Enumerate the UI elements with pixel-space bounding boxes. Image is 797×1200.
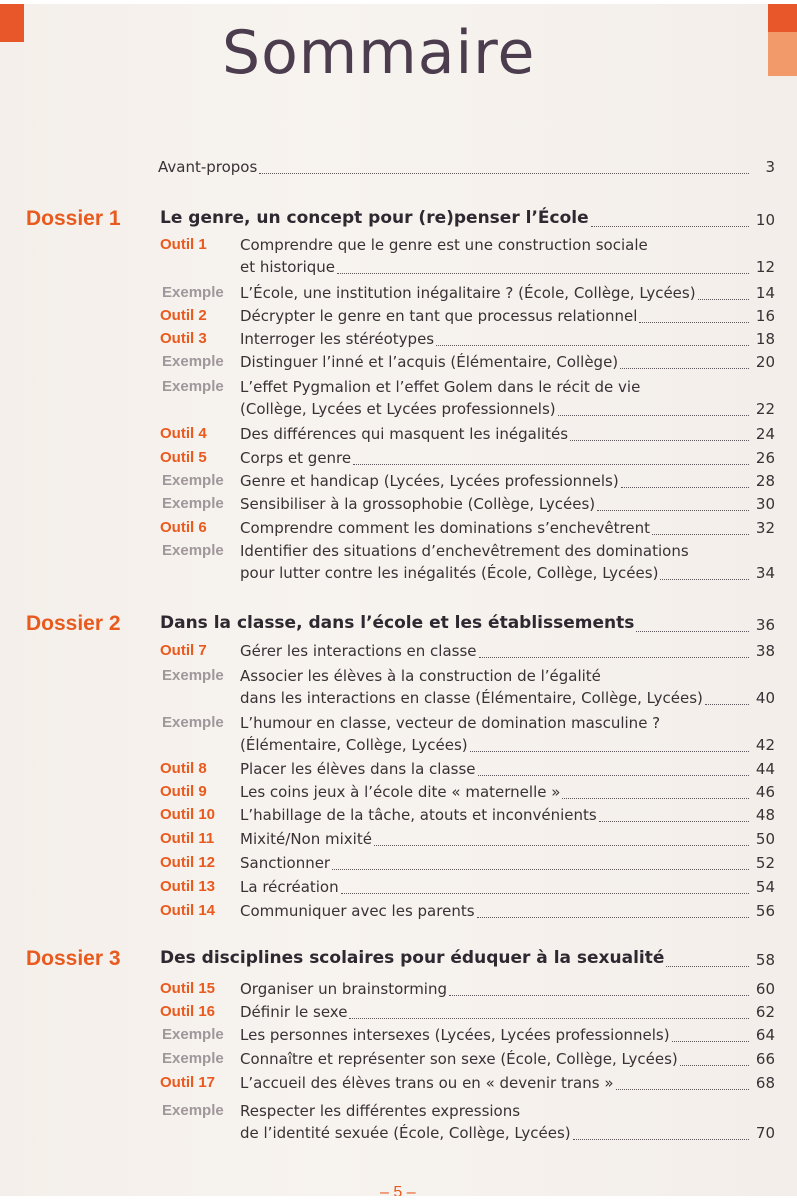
entry-title: La récréation (240, 878, 339, 896)
page-number: 54 (755, 878, 775, 896)
outil-entry (0, 642, 797, 664)
dossier-label: Dossier 1 (26, 207, 121, 230)
entry-line (0, 449, 797, 471)
outil-entry (0, 425, 797, 447)
entry-title: L’humour en classe, vecteur de domination masculine ? (240, 714, 661, 732)
entry-line (0, 1102, 797, 1124)
entry-title: L’effet Pygmalion et l’effet Golem dans le récit de vie (240, 378, 641, 396)
dot-leader (672, 1041, 749, 1042)
page-number: 50 (755, 830, 775, 848)
entry-title: Mixité/Non mixité (240, 830, 372, 848)
entry-line (0, 760, 797, 782)
entry-title: Sensibiliser à la grossophobie (Collège, Lycées) (240, 495, 596, 513)
dot-leader (639, 322, 749, 323)
page-number: 62 (755, 1003, 775, 1021)
exemple-entry (0, 353, 797, 375)
page-number: 58 (755, 951, 775, 969)
outil-label: Outil 4 (160, 425, 207, 442)
entry-title: Dans la classe, dans l’école et les établissements (160, 613, 635, 633)
entry-line (0, 236, 797, 258)
outil-entry (0, 878, 797, 900)
outil-label: Outil 3 (160, 330, 207, 347)
entry-title: Avant-propos (158, 158, 258, 176)
entry-line (0, 330, 797, 352)
exemple-entry (0, 472, 797, 494)
entry-title: Gérer les interactions en classe (240, 642, 477, 660)
dot-leader (636, 631, 749, 632)
dot-leader (436, 345, 749, 346)
outil-label: Outil 9 (160, 783, 207, 800)
entry-line (0, 878, 797, 900)
page-number: 24 (755, 425, 775, 443)
entry-line (0, 400, 797, 422)
dot-leader (570, 440, 749, 441)
entry-line (0, 425, 797, 447)
outil-label: Outil 17 (160, 1074, 216, 1091)
outil-entry (0, 783, 797, 805)
entry-line (0, 783, 797, 805)
page-number: 12 (755, 258, 775, 276)
entry-title: L’École, une institution inégalitaire ? (École, Collège, Lycées) (240, 284, 696, 302)
outil-entry (0, 830, 797, 852)
entry-line (0, 980, 797, 1002)
entry-line (0, 378, 797, 400)
page-number: 30 (755, 495, 775, 513)
dossier-entry (0, 612, 797, 641)
page-number: 14 (755, 284, 775, 302)
dot-leader (680, 1065, 749, 1066)
outil-entry (0, 854, 797, 876)
dot-leader (616, 1089, 750, 1090)
exemple-label: Exemple (162, 1050, 224, 1067)
entry-line (0, 689, 797, 711)
entry-title: pour lutter contre les inégalités (École, Collège, Lycées) (240, 564, 659, 582)
entry-title: Comprendre comment les dominations s’enchevêtrent (240, 519, 650, 537)
entry-line (0, 307, 797, 329)
entry-line (0, 854, 797, 876)
outil-entry (0, 330, 797, 352)
outil-entry (0, 519, 797, 541)
entry-title: Corps et genre (240, 449, 352, 467)
exemple-entry (0, 1026, 797, 1048)
exemple-label: Exemple (162, 472, 224, 489)
entry-title: dans les interactions en classe (Élémentaire, Collège, Lycées) (240, 689, 703, 707)
page-number: 42 (755, 736, 775, 754)
page-number: 70 (755, 1124, 775, 1142)
entry-title: Les personnes intersexes (Lycées, Lycées professionnels) (240, 1026, 670, 1044)
entry-title: Interroger les stéréotypes (240, 330, 435, 348)
outil-label: Outil 6 (160, 519, 207, 536)
dot-leader (705, 704, 749, 705)
dot-leader (652, 534, 749, 535)
entry-line (0, 902, 797, 924)
entry-line (0, 714, 797, 736)
exemple-entry (0, 284, 797, 306)
entry-line (0, 353, 797, 375)
exemple-label: Exemple (162, 667, 224, 684)
book-page (0, 4, 797, 1196)
entry-line (0, 806, 797, 828)
page-number: 38 (755, 642, 775, 660)
page-number: 46 (755, 783, 775, 801)
exemple-entry (0, 714, 797, 758)
entry-line (0, 472, 797, 494)
entry-title: Sanctionner (240, 854, 331, 872)
exemple-entry (0, 1102, 797, 1146)
dot-leader (337, 273, 749, 274)
dot-leader (660, 579, 749, 580)
exemple-label: Exemple (162, 378, 224, 395)
dossier-entry (0, 207, 797, 236)
page-number-footer: – 5 – (380, 1184, 416, 1196)
entry-title: Distinguer l’inné et l’acquis (Élémentaire, Collège) (240, 353, 619, 371)
dot-leader (558, 415, 749, 416)
exemple-label: Exemple (162, 1102, 224, 1119)
page-title: Sommaire (222, 18, 536, 88)
outil-entry (0, 1074, 797, 1096)
exemple-entry (0, 495, 797, 517)
page-number: 48 (755, 806, 775, 824)
dot-leader (349, 1018, 749, 1019)
dot-leader (597, 510, 749, 511)
dot-leader (620, 368, 749, 369)
entry-title: L’habillage de la tâche, atouts et inconvénients (240, 806, 597, 824)
exemple-label: Exemple (162, 284, 224, 301)
entry-line (0, 1050, 797, 1072)
entry-line (0, 642, 797, 664)
entry-title: Connaître et représenter son sexe (École, Collège, Lycées) (240, 1050, 678, 1068)
entry-title: Décrypter le genre en tant que processus relationnel (240, 307, 638, 325)
outil-label: Outil 7 (160, 642, 207, 659)
entry-title: (Collège, Lycées et Lycées professionnels) (240, 400, 556, 418)
orange-corner-tab-left (0, 4, 24, 42)
entry-title: et historique (240, 258, 336, 276)
entry-title: Communiquer avec les parents (240, 902, 475, 920)
entry-title: Définir le sexe (240, 1003, 348, 1021)
outil-label: Outil 14 (160, 902, 216, 919)
dot-leader (698, 299, 749, 300)
outil-label: Outil 15 (160, 980, 216, 997)
entry-line (0, 667, 797, 689)
entry-title: de l’identité sexuée (École, Collège, Lycées) (240, 1124, 571, 1142)
dot-leader (621, 487, 749, 488)
entry-line (0, 1124, 797, 1146)
entry-line (0, 542, 797, 564)
dot-leader (477, 917, 749, 918)
page-number: 3 (765, 158, 775, 176)
exemple-label: Exemple (162, 353, 224, 370)
dossier-label: Dossier 3 (26, 947, 121, 970)
page-number: 32 (755, 519, 775, 537)
entry-title: Les coins jeux à l’école dite « maternelle » (240, 783, 561, 801)
orange-corner-tab-right (768, 4, 797, 76)
entry-line (0, 1003, 797, 1025)
entry-title: Le genre, un concept pour (re)penser l’École (160, 208, 589, 228)
outil-label: Outil 13 (160, 878, 216, 895)
exemple-label: Exemple (162, 714, 224, 731)
entry-line (0, 736, 797, 758)
entry-line (0, 519, 797, 541)
entry-title: Des différences qui masquent les inégalités (240, 425, 569, 443)
page-number: 16 (755, 307, 775, 325)
entry-line (0, 564, 797, 586)
entry-line (0, 158, 797, 180)
page-number: 18 (755, 330, 775, 348)
page-number: 60 (755, 980, 775, 998)
dot-leader (332, 869, 749, 870)
exemple-entry (0, 667, 797, 711)
outil-entry (0, 449, 797, 471)
entry-line (0, 258, 797, 280)
dot-leader (591, 226, 749, 227)
dot-leader (259, 173, 749, 174)
dot-leader (562, 798, 749, 799)
entry-title: Comprendre que le genre est une construction sociale (240, 236, 648, 254)
page-number: 64 (755, 1026, 775, 1044)
page-number: 56 (755, 902, 775, 920)
dot-leader (449, 995, 749, 996)
exemple-entry (0, 542, 797, 586)
outil-label: Outil 5 (160, 449, 207, 466)
page-number: 66 (755, 1050, 775, 1068)
entry-title: Associer les élèves à la construction de l’égalité (240, 667, 601, 685)
dot-leader (470, 751, 749, 752)
entry-line (0, 495, 797, 517)
entry-line (0, 612, 797, 641)
page-number: 28 (755, 472, 775, 490)
page-number: 40 (755, 689, 775, 707)
outil-label: Outil 11 (160, 830, 215, 847)
entry-title: (Élémentaire, Collège, Lycées) (240, 736, 468, 754)
entry-line (0, 1074, 797, 1096)
page-number: 26 (755, 449, 775, 467)
exemple-entry (0, 378, 797, 422)
outil-entry (0, 806, 797, 828)
entry-title: Organiser un brainstorming (240, 980, 447, 998)
page-number: 22 (755, 400, 775, 418)
outil-label: Outil 12 (160, 854, 216, 871)
entry-line (0, 1026, 797, 1048)
entry-title: Placer les élèves dans la classe (240, 760, 476, 778)
outil-entry (0, 1003, 797, 1025)
entry-title: Respecter les différentes expressions (240, 1102, 521, 1120)
entry-title: L’accueil des élèves trans ou en « devenir trans » (240, 1074, 614, 1092)
dot-leader (341, 893, 749, 894)
exemple-label: Exemple (162, 542, 224, 559)
outil-entry (0, 980, 797, 1002)
dot-leader (666, 966, 749, 967)
exemple-label: Exemple (162, 1026, 224, 1043)
page-number: 52 (755, 854, 775, 872)
dot-leader (573, 1139, 749, 1140)
page-number: 20 (755, 353, 775, 371)
entry-title: Genre et handicap (Lycées, Lycées professionnels) (240, 472, 619, 490)
exemple-entry (0, 1050, 797, 1072)
outil-entry (0, 902, 797, 924)
page-number: 36 (755, 616, 775, 634)
entry-title: Des disciplines scolaires pour éduquer à la sexualité (160, 948, 665, 968)
entry-line (0, 947, 797, 976)
dot-leader (479, 657, 749, 658)
entry-line (0, 284, 797, 306)
dossier-label: Dossier 2 (26, 612, 121, 635)
outil-entry (0, 307, 797, 329)
outil-label: Outil 2 (160, 307, 207, 324)
page-number: 68 (755, 1074, 775, 1092)
dot-leader (478, 775, 749, 776)
entry-title: Identifier des situations d’enchevêtrement des dominations (240, 542, 689, 560)
outil-label: Outil 16 (160, 1003, 216, 1020)
outil-entry (0, 236, 797, 280)
dot-leader (353, 464, 749, 465)
dossier-entry (0, 947, 797, 976)
dot-leader (599, 821, 749, 822)
exemple-label: Exemple (162, 495, 224, 512)
plain-entry (0, 158, 797, 180)
outil-label: Outil 1 (160, 236, 207, 253)
page-number: 34 (755, 564, 775, 582)
outil-label: Outil 8 (160, 760, 207, 777)
dot-leader (374, 845, 749, 846)
page-number: 44 (755, 760, 775, 778)
page-number: 10 (755, 211, 775, 229)
outil-entry (0, 760, 797, 782)
entry-line (0, 830, 797, 852)
outil-label: Outil 10 (160, 806, 216, 823)
entry-line (0, 207, 797, 236)
